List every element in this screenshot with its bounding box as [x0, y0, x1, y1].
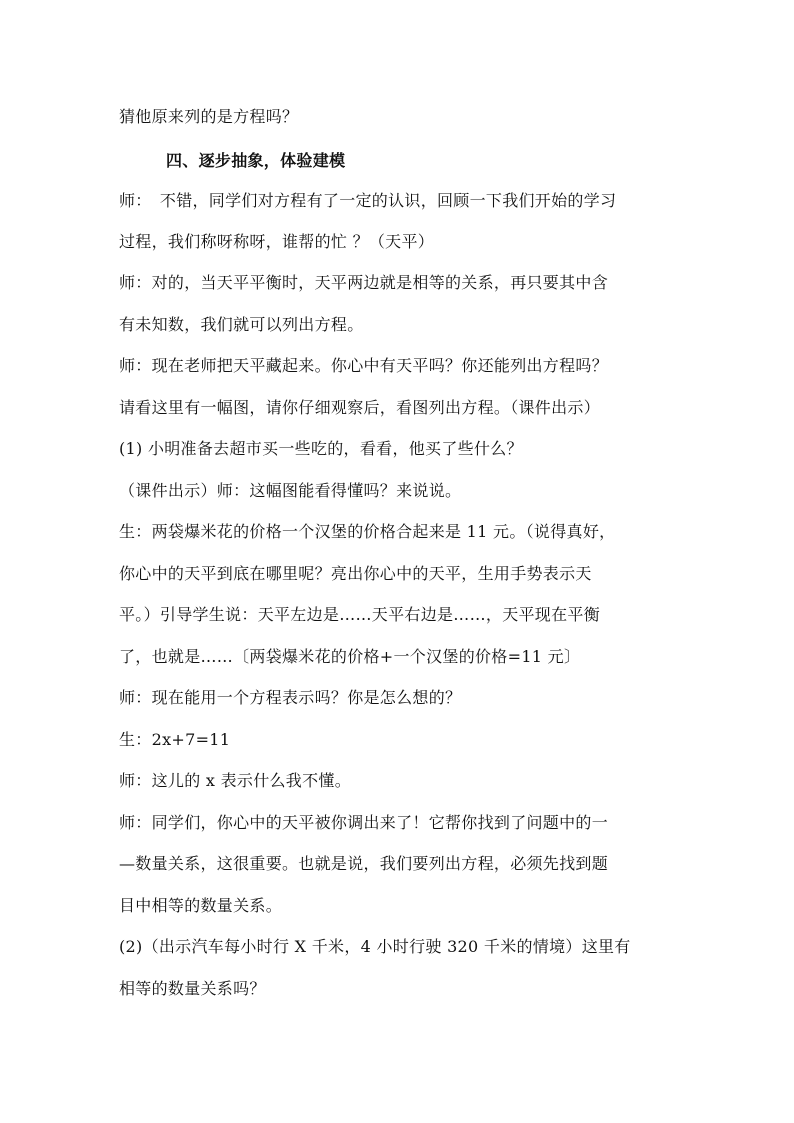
text-line: 了，也就是……〔两袋爆米花的价格+一个汉堡的价格=11 元〕: [119, 647, 581, 666]
text-line: 师：现在能用一个方程表示吗？你是怎么想的？: [119, 688, 462, 707]
section-heading: 四、逐步抽象，体验建模: [166, 151, 346, 170]
text-line: 师：这儿的 x 表示什么我不懂。: [119, 771, 351, 790]
text-line: 目中相等的数量关系。: [119, 896, 283, 915]
text-line: 生：2x+7=11: [119, 730, 231, 749]
text-line: 相等的数量关系吗？: [119, 979, 266, 998]
text-line: (1) 小明准备去超市买一些吃的，看看，他买了些什么？: [119, 439, 523, 458]
text-line: 请看这里有一幅图，请你仔细观察后，看图列出方程。（课件出示）: [119, 398, 601, 417]
text-line: —数量关系，这很重要。也就是说，我们要列出方程，必须先找到题: [119, 854, 609, 873]
text-line: 你心中的天平到底在哪里呢？亮出你心中的天平，生用手势表示天: [119, 564, 592, 583]
text-line: 师：对的，当天平平衡时，天平两边就是相等的关系，再只要其中含: [119, 273, 609, 292]
text-line: 生：两袋爆米花的价格一个汉堡的价格合起来是 11 元。（说得真好，: [119, 522, 616, 541]
text-line: 师： 不错，同学们对方程有了一定的认识，回顾一下我们开始的学习: [119, 191, 617, 210]
text-line: 猜他原来列的是方程吗？: [119, 107, 299, 126]
text-line: （课件出示）师：这幅图能看得懂吗？来说说。: [119, 481, 462, 500]
text-line: 过程，我们称呀称呀，谁帮的忙 ？（天平）: [119, 232, 435, 251]
text-line: 师：现在老师把天平藏起来。你心中有天平吗？你还能列出方程吗？: [119, 356, 609, 375]
text-line: 有未知数，我们就可以列出方程。: [119, 315, 364, 334]
text-line: 师：同学们，你心中的天平被你调出来了！它帮你找到了问题中的一: [119, 813, 609, 832]
text-line: 平。）引导学生说：天平左边是……天平右边是……，天平现在平衡: [119, 605, 601, 624]
text-line: (2)（出示汽车每小时行 X 千米，4 小时行驶 320 千米的情境）这里有: [119, 937, 631, 956]
